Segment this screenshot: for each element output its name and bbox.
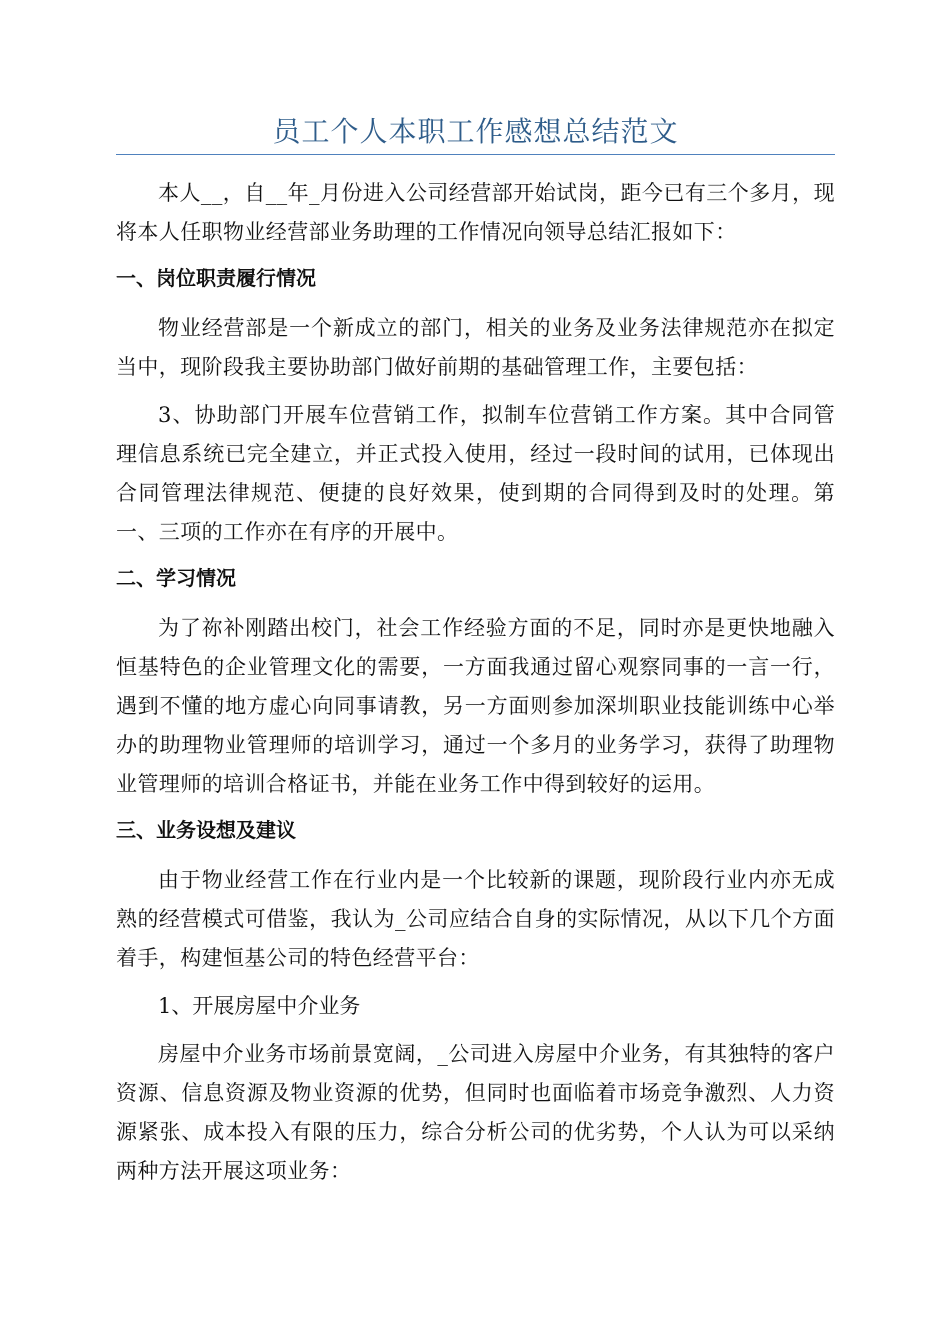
document-title: 员工个人本职工作感想总结范文 [272,115,679,148]
section-heading-2: 二、学习情况 [116,566,236,590]
paragraph-item-3: 3、协助部门开展车位营销工作，拟制车位营销工作方案。其中合同管理信息系统已完全建立，并正式投入使用，经过一段时间的试用，已体现出合同管理法律规范、便捷的良好效果，使到期的合同得到及时的处理。第一、三项的工作亦在有序的开展中。 [116,403,835,544]
paragraph-intro: 本人__，自__年_月份进入公司经营部开始试岗，距今已有三个多月，现将本人任职物业经营部业务助理的工作情况向领导总结汇报如下： [116,181,835,244]
list-item-1: 1、开展房屋中介业务 [158,994,361,1018]
title-divider [116,154,835,155]
section-heading-1: 一、岗位职责履行情况 [116,266,316,290]
paragraph-study: 为了祢补刚踏出校门，社会工作经验方面的不足，同时亦是更快地融入恒基特色的企业管理文化的需要，一方面我通过留心观察同事的一言一行，遇到不懂的地方虚心向同事请教，另一方面则参加深圳职业技能训练中心举办的助理物业管理师的培训学习，通过一个多月的业务学习，获得了助理物业管理师的培训合格证书，并能在业务工作中得到较好的运用。 [116,616,835,796]
paragraph-proposal: 由于物业经营工作在行业内是一个比较新的课题，现阶段行业内亦无成熟的经营模式可借鉴，我认为_公司应结合自身的实际情况，从以下几个方面着手，构建恒基公司的特色经营平台： [116,868,835,970]
section-heading-3: 三、业务设想及建议 [116,818,296,842]
paragraph-agency: 房屋中介业务市场前景宽阔，_公司进入房屋中介业务，有其独特的客户资源、信息资源及物业资源的优势，但同时也面临着市场竞争激烈、人力资源紧张、成本投入有限的压力，综合分析公司的优劣势，个人认为可以采纳两种方法开展这项业务： [116,1042,835,1183]
paragraph-duties: 物业经营部是一个新成立的部门，相关的业务及业务法律规范亦在拟定当中，现阶段我主要协助部门做好前期的基础管理工作，主要包括： [116,316,835,379]
document-body [116,174,835,1200]
